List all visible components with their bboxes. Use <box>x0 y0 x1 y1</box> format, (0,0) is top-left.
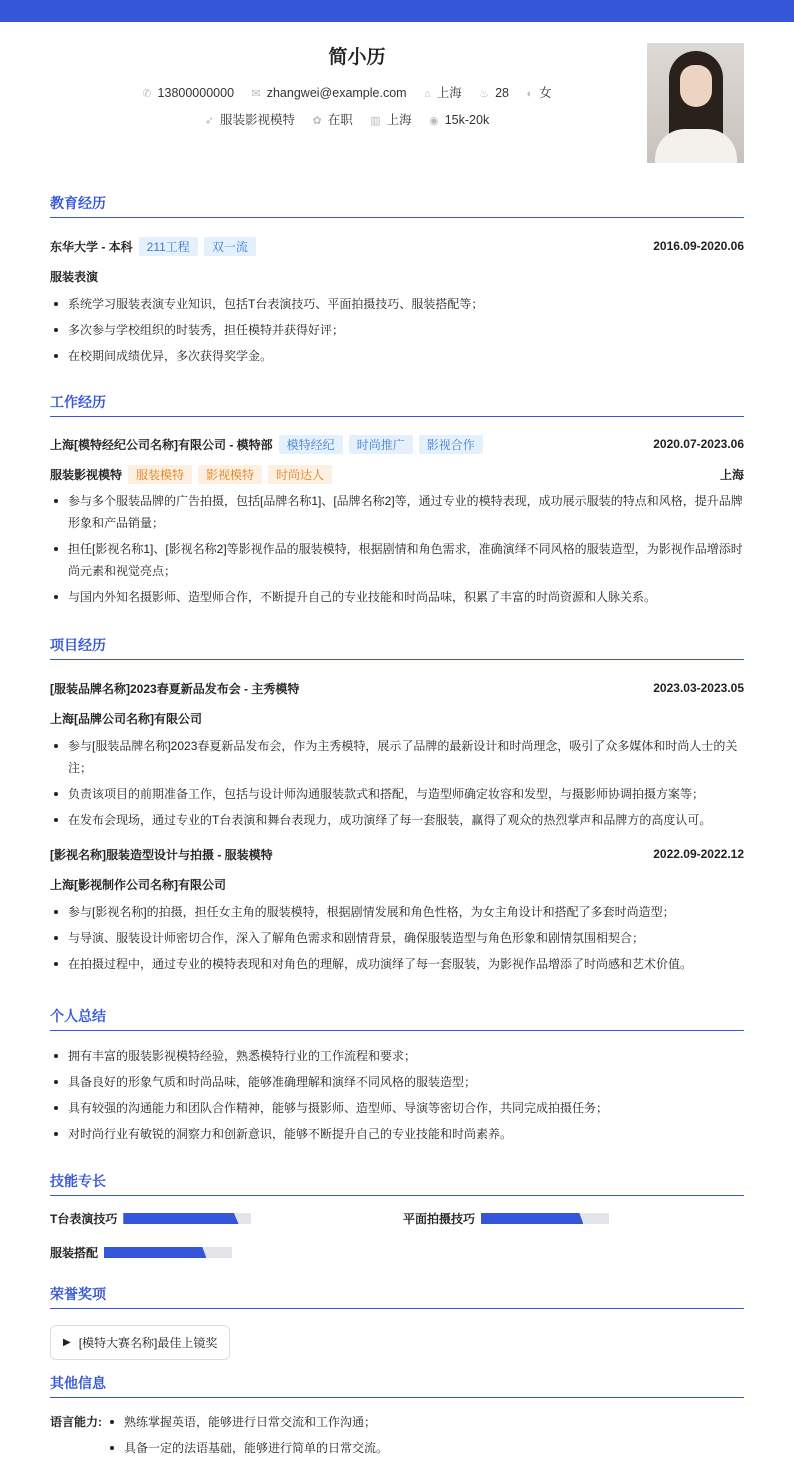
list-item: 具有较强的沟通能力和团队合作精神，能够与摄影师、造型师、导演等密切合作，共同完成拍摄任务； <box>50 1097 744 1119</box>
resume-header <box>0 22 794 172</box>
language-label: 语言能力: <box>50 1415 102 1429</box>
phone: 13800000000 <box>157 86 235 100</box>
skill-bar-fill <box>481 1213 583 1224</box>
list-item: 与国内外知名摄影师、造型师合作，不断提升自己的专业技能和时尚品味，积累了丰富的时尚资源和人脉关系。 <box>50 586 744 608</box>
list-item: 具备一定的法语基础，能够进行简单的日常交流。 <box>106 1437 388 1459</box>
tag: 模特经纪 <box>279 435 343 454</box>
education-section <box>50 193 744 371</box>
skill-item: 平面拍摄技巧 <box>403 1210 609 1227</box>
list-item: 具备良好的形象气质和时尚品味，能够准确理解和演绎不同风格的服装造型； <box>50 1071 744 1093</box>
tag: 服装模特 <box>128 465 192 484</box>
list-item: 参与多个服装品牌的广告拍摄，包括[品牌名称1]、[品牌名称2]等，通过专业的模特表现，成功展示服装的特点和风格，提升品牌形象和产品销量； <box>50 490 744 534</box>
list-item: 多次参与学校组织的时装秀，担任模特并获得好评； <box>50 319 744 341</box>
salary: 15k-20k <box>444 113 490 127</box>
section-title: 其他信息 <box>50 1373 744 1398</box>
tag: 211工程 <box>139 237 198 256</box>
resume-name: 简小历 <box>328 47 386 68</box>
list-item: 对时尚行业有敏锐的洞察力和创新意识，能够不断提升自己的专业技能和时尚素养。 <box>50 1123 744 1145</box>
project-name: [服装品牌名称]2023春夏新品发布会 - 主秀模特 <box>50 681 300 696</box>
expand-triangle-icon: ▶ <box>63 1337 71 1348</box>
skill-item: 服装搭配 <box>50 1244 232 1261</box>
tag: 时尚推广 <box>349 435 413 454</box>
date: 2022.09-2022.12 <box>653 847 744 861</box>
projects-section <box>50 635 744 979</box>
contact-row <box>0 83 694 101</box>
school: 东华大学 - 本科 <box>50 239 133 254</box>
send-icon: ➶ <box>204 115 214 127</box>
date: 2023.03-2023.05 <box>653 681 744 695</box>
list-item: 与导演、服装设计师密切合作，深入了解角色需求和剧情背景，确保服装造型与角色形象和剧情氛围相契合； <box>50 927 744 949</box>
date: 2020.07-2023.06 <box>653 437 744 451</box>
skill-bar-fill <box>123 1213 238 1224</box>
project-org: 上海[影视制作公司名称]有限公司 <box>50 877 226 892</box>
list-item: 担任[影视名称1]、[影视名称2]等影视作品的服装模特，根据剧情和角色需求，准确演绎不同风格的服装造型，为影视作品增添时尚元素和视觉亮点； <box>50 538 744 582</box>
profile-photo <box>647 43 744 163</box>
list-item: 负责该项目的前期准备工作，包括与设计师沟通服装款式和搭配，与造型师确定妆容和发型，与摄影师协调拍摄方案等； <box>50 783 744 805</box>
list-item: 在校期间成绩优异，多次获得奖学金。 <box>50 345 744 367</box>
section-title: 工作经历 <box>50 392 744 417</box>
list-item: 在拍摄过程中，通过专业的模特表现和对角色的理解，成功演绎了每一套服装，为影视作品增添了时尚感和艺术价值。 <box>50 953 744 975</box>
project-name: [影视名称]服装造型设计与拍摄 - 服装模特 <box>50 847 273 862</box>
skills-section <box>50 1171 744 1271</box>
section-title: 个人总结 <box>50 1006 744 1031</box>
awards-section <box>50 1284 744 1360</box>
target-city: 上海 <box>386 113 412 127</box>
phone-icon: ✆ <box>142 88 152 100</box>
role: 服装影视模特 <box>50 467 123 482</box>
age: 28 <box>495 86 509 100</box>
salary-icon: ◉ <box>429 115 439 127</box>
major: 服装表演 <box>50 269 99 284</box>
work-section <box>50 392 744 612</box>
section-title: 项目经历 <box>50 635 744 660</box>
skill-item: T台表演技巧 <box>50 1210 251 1227</box>
job-status: 在职 <box>327 113 353 127</box>
project-org: 上海[品牌公司名称]有限公司 <box>50 711 202 726</box>
building-icon: ▥ <box>370 115 381 127</box>
list-item: 参与[影视名称]的拍摄，担任女主角的服装模特，根据剧情发展和角色性格，为女主角设计和搭配了多套时尚造型； <box>50 901 744 923</box>
tag: 影视模特 <box>198 465 262 484</box>
section-title: 技能专长 <box>50 1171 744 1196</box>
job-title: 服装影视模特 <box>220 113 296 127</box>
company: 上海[模特经纪公司名称]有限公司 - 模特部 <box>50 437 273 452</box>
status-icon: ✿ <box>312 115 322 127</box>
list-item: 在发布会现场，通过专业的T台表演和舞台表现力，成功演绎了每一套服装，赢得了观众的热烈掌声和品牌方的高度认可。 <box>50 809 744 831</box>
job-row <box>0 110 694 128</box>
other-section <box>50 1373 744 1463</box>
skill-bar <box>481 1213 609 1224</box>
summary-section <box>50 1006 744 1149</box>
list-item: 拥有丰富的服装影视模特经验，熟悉模特行业的工作流程和要求； <box>50 1045 744 1067</box>
section-title: 荣誉奖项 <box>50 1284 744 1309</box>
award-item[interactable]: ▶ [模特大赛名称]最佳上镜奖 <box>50 1325 230 1360</box>
mail-icon: ✉ <box>251 88 261 100</box>
location: 上海 <box>719 467 744 482</box>
gender: 女 <box>539 86 552 100</box>
skill-bar <box>104 1247 232 1258</box>
section-title: 教育经历 <box>50 193 744 218</box>
gender-icon: ◐ <box>526 88 534 100</box>
date: 2016.09-2020.06 <box>653 239 744 253</box>
list-item: 参与[服装品牌名称]2023春夏新品发布会，作为主秀模特，展示了品牌的最新设计和时尚理念，吸引了众多媒体和时尚人士的关注； <box>50 735 744 779</box>
home-icon: ⌂ <box>424 88 431 100</box>
hometown: 上海 <box>436 86 462 100</box>
list-item: 系统学习服装表演专业知识，包括T台表演技巧、平面拍摄技巧、服装搭配等； <box>50 293 744 315</box>
skill-bar <box>123 1213 251 1224</box>
tag: 时尚达人 <box>268 465 332 484</box>
top-accent-bar <box>0 0 794 22</box>
tag: 影视合作 <box>419 435 483 454</box>
skill-bar-fill <box>104 1247 206 1258</box>
tag: 双一流 <box>204 237 256 256</box>
list-item: 熟练掌握英语，能够进行日常交流和工作沟通； <box>106 1411 388 1433</box>
email: zhangwei@example.com <box>266 86 407 100</box>
cake-icon: ♨ <box>479 88 490 100</box>
